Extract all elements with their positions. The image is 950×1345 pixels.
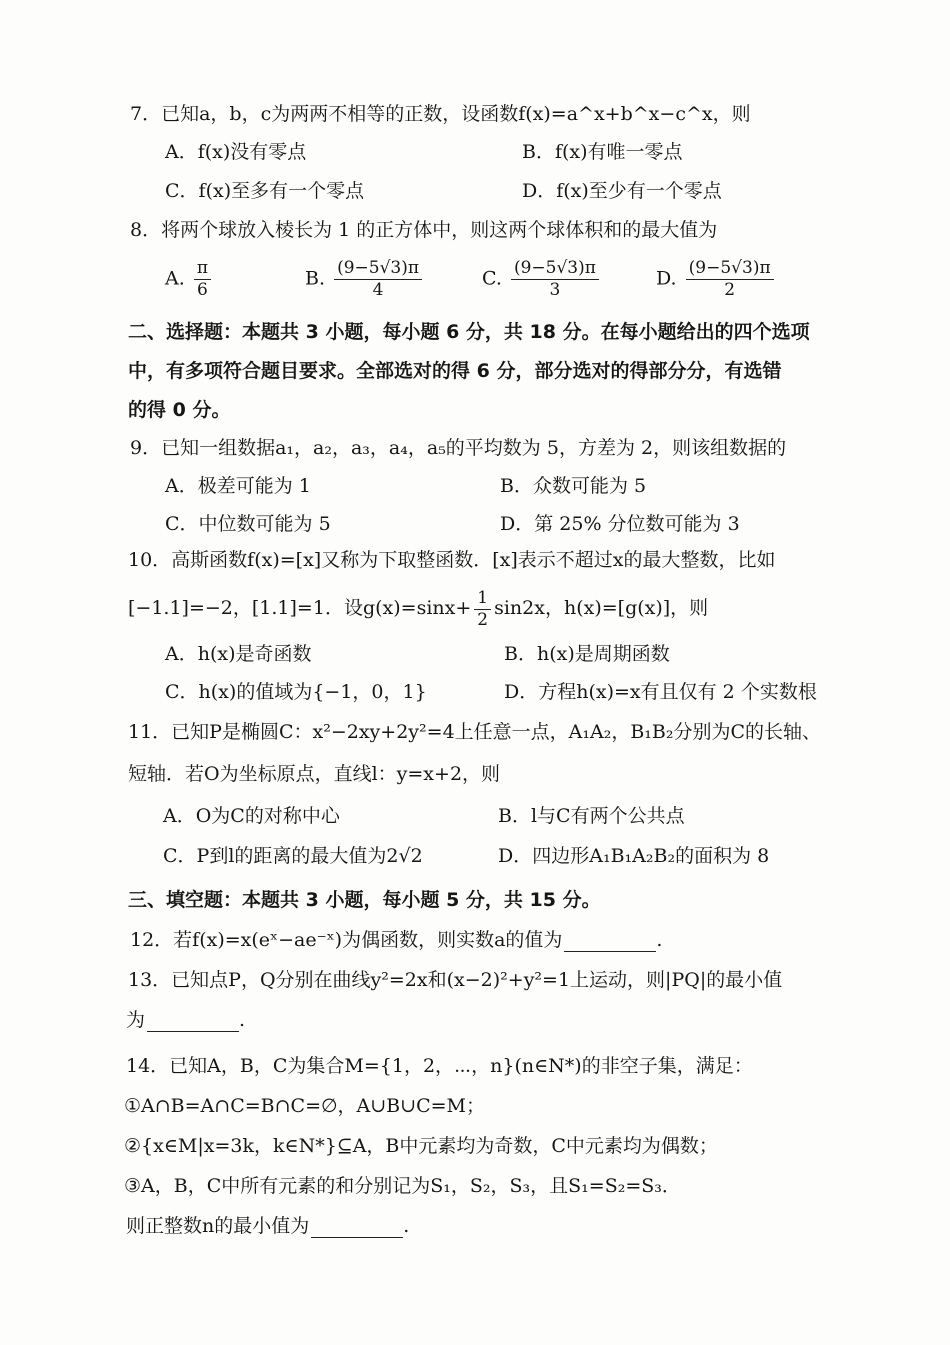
q8-b-denominator: 4 <box>372 280 384 300</box>
q13-line2 <box>126 1008 245 1032</box>
q8-stem: 8．将两个球放入棱长为 1 的正方体中，则这两个球体积和的最大值为 <box>130 219 718 241</box>
section2-heading-line3: 的得 0 分。 <box>128 399 231 421</box>
q13-answer-blank[interactable] <box>147 1013 239 1032</box>
q10-stem-part2: sin2x，h(x)=[g(x)]，则 <box>494 597 709 619</box>
q11-option-a: A．O为C的对称中心 <box>163 805 340 827</box>
q11-stem-line2: 短轴．若O为坐标原点，直线l：y=x+2，则 <box>128 763 501 785</box>
q14-answer-blank[interactable] <box>311 1219 403 1238</box>
q7-option-c: C．f(x)至多有一个零点 <box>165 180 365 202</box>
q8-c-fraction <box>511 258 599 301</box>
q10-stem-line1: 10．高斯函数f(x)=[x]又称为下取整函数．[x]表示不超过x的最大整数，比如 <box>128 549 776 571</box>
q8-d-label: D. <box>656 267 677 290</box>
q8-b-numerator: (9−5√3)π <box>334 258 422 280</box>
q14-condition-3: ③A，B，C中所有元素的和分别记为S₁，S₂，S₃，且S₁=S₂=S₃． <box>124 1175 681 1197</box>
q8-a-denominator: 6 <box>196 280 208 300</box>
section3-heading: 三、填空题：本题共 3 小题，每小题 5 分，共 15 分。 <box>128 889 601 911</box>
q10-stem-line2 <box>128 586 708 631</box>
q9-stem: 9．已知一组数据a₁，a₂，a₃，a₄，a₅的平均数为 5，方差为 2，则该组数据的 <box>130 437 787 459</box>
q7-option-a: A．f(x)没有零点 <box>165 141 307 163</box>
q14-condition-2: ②{x∈M|x=3k，k∈N*}⊆A，B中元素均为奇数，C中元素均为偶数； <box>124 1135 718 1157</box>
q11-stem-line1: 11．已知P是椭圆C：x²−2xy+2y²=4上任意一点，A₁A₂，B₁B₂分别为C的长轴、 <box>128 721 822 743</box>
q12-stem: 12．若f(x)=x(eˣ−ae⁻ˣ)为偶函数，则实数a的值为 <box>130 929 563 951</box>
q12-line <box>130 928 662 952</box>
q8-option-d <box>656 258 777 301</box>
q11-option-b: B．l与C有两个公共点 <box>498 805 685 827</box>
q8-a-numerator: π <box>194 258 211 280</box>
q8-b-label: B. <box>305 267 326 290</box>
q8-a-label: A. <box>165 267 185 290</box>
q14-stem: 14．已知A，B，C为集合M={1，2，⋯，n}(n∈N*)的非空子集，满足： <box>126 1055 753 1077</box>
q11-option-d: D．四边形A₁B₁A₂B₂的面积为 8 <box>498 845 770 867</box>
q8-c-label: C. <box>482 267 502 290</box>
q10-frac-denominator: 2 <box>477 609 489 630</box>
q10-stem-part1: [−1.1]=−2，[1.1]=1．设g(x)=sinx+ <box>128 597 472 619</box>
q10-option-c: C．h(x)的值域为{−1，0，1} <box>165 681 427 703</box>
q8-b-fraction <box>334 258 422 301</box>
q14-ask: 则正整数n的最小值为 <box>126 1215 310 1237</box>
q14-condition-1: ①A∩B=A∩C=B∩C=∅，A∪B∪C=M； <box>124 1095 485 1117</box>
q13-stem-line2: 为 <box>126 1009 146 1031</box>
q10-half-fraction <box>474 588 491 631</box>
q8-option-a <box>165 258 214 301</box>
q8-c-numerator: (9−5√3)π <box>511 258 599 280</box>
q10-option-d: D．方程h(x)=x有且仅有 2 个实数根 <box>504 681 817 703</box>
q13-period: . <box>239 1009 246 1031</box>
q12-period: . <box>656 929 663 951</box>
q7-option-d: D．f(x)至少有一个零点 <box>522 180 722 202</box>
q9-option-d: D．第 25% 分位数可能为 3 <box>500 513 740 535</box>
q8-c-denominator: 3 <box>549 280 561 300</box>
section2-heading-line2: 中，有多项符合题目要求。全部选对的得 6 分，部分选对的得部分分，有选错 <box>128 360 782 382</box>
q9-option-a: A．极差可能为 1 <box>165 475 311 497</box>
q8-d-fraction <box>686 258 774 301</box>
q8-option-b <box>305 258 425 301</box>
q10-option-b: B．h(x)是周期函数 <box>504 643 670 665</box>
q10-option-a: A．h(x)是奇函数 <box>165 643 312 665</box>
q8-d-denominator: 2 <box>724 280 736 300</box>
q9-option-b: B．众数可能为 5 <box>500 475 647 497</box>
q8-a-fraction <box>194 258 211 301</box>
q14-period: . <box>403 1215 410 1237</box>
q7-option-b: B．f(x)有唯一零点 <box>522 141 683 163</box>
q8-d-numerator: (9−5√3)π <box>686 258 774 280</box>
q13-stem-line1: 13．已知点P，Q分别在曲线y²=2x和(x−2)²+y²=1上运动，则|PQ|的最小值 <box>128 969 783 991</box>
q14-line-ask <box>126 1214 409 1238</box>
q8-option-c <box>482 258 602 301</box>
q12-answer-blank[interactable] <box>564 933 656 952</box>
q10-frac-numerator: 1 <box>474 588 491 610</box>
section2-heading-line1: 二、选择题：本题共 3 小题，每小题 6 分，共 18 分。在每小题给出的四个选项 <box>128 321 810 343</box>
q11-option-c: C．P到l的距离的最大值为2√2 <box>163 845 423 867</box>
q7-stem: 7．已知a，b，c为两两不相等的正数，设函数f(x)=a^x+b^x−c^x，则 <box>130 103 751 125</box>
q9-option-c: C．中位数可能为 5 <box>165 513 331 535</box>
